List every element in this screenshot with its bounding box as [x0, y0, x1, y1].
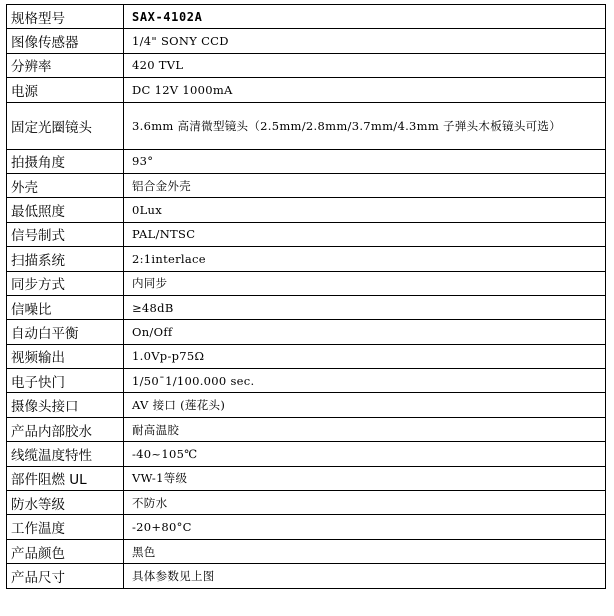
row-value: DC 12V 1000mA	[124, 78, 606, 102]
spec-table	[6, 4, 606, 589]
table-row	[7, 222, 606, 246]
row-value: 3.6mm 高清微型镜头（2.5mm/2.8mm/3.7mm/4.3mm 子弹头木板镜头可选）	[124, 102, 606, 149]
row-label: 线缆温度特性	[7, 442, 124, 466]
row-label: 最低照度	[7, 198, 124, 222]
row-value: PAL/NTSC	[124, 222, 606, 246]
row-value: 1/50¯1/100.000 sec.	[124, 369, 606, 393]
row-value: 420 TVL	[124, 53, 606, 77]
row-label: 拍摄角度	[7, 149, 124, 173]
row-label: 电子快门	[7, 369, 124, 393]
row-label: 自动白平衡	[7, 320, 124, 344]
table-row	[7, 198, 606, 222]
table-row	[7, 29, 606, 53]
table-row	[7, 539, 606, 563]
table-row	[7, 149, 606, 173]
table-row	[7, 320, 606, 344]
row-label: 视频输出	[7, 344, 124, 368]
row-value: AV 接口 (莲花头)	[124, 393, 606, 417]
table-row	[7, 102, 606, 149]
table-row	[7, 564, 606, 588]
table-row	[7, 344, 606, 368]
row-value: 铝合金外壳	[124, 173, 606, 197]
table-row	[7, 295, 606, 319]
row-label: 信号制式	[7, 222, 124, 246]
row-value: 1.0Vp-p75Ω	[124, 344, 606, 368]
row-value: ≥48dB	[124, 295, 606, 319]
row-value: 93°	[124, 149, 606, 173]
table-row	[7, 78, 606, 102]
row-label: 摄像头接口	[7, 393, 124, 417]
row-label: 工作温度	[7, 515, 124, 539]
row-label: 产品尺寸	[7, 564, 124, 588]
table-row	[7, 53, 606, 77]
table-row	[7, 442, 606, 466]
row-value: 耐高温胶	[124, 417, 606, 441]
row-label: 规格型号	[7, 5, 124, 29]
row-label: 图像传感器	[7, 29, 124, 53]
table-row	[7, 515, 606, 539]
row-label: 外壳	[7, 173, 124, 197]
row-value: 黑色	[124, 539, 606, 563]
row-value: SAX-4102A	[124, 5, 606, 29]
row-label: 电源	[7, 78, 124, 102]
table-row	[7, 271, 606, 295]
table-row	[7, 173, 606, 197]
table-row	[7, 491, 606, 515]
row-value: 不防水	[124, 491, 606, 515]
table-row	[7, 369, 606, 393]
table-row	[7, 393, 606, 417]
table-row	[7, 5, 606, 29]
row-value: 0Lux	[124, 198, 606, 222]
row-label: 部件阻燃 UL	[7, 466, 124, 490]
row-label: 产品内部胶水	[7, 417, 124, 441]
row-label: 信噪比	[7, 295, 124, 319]
row-label: 分辨率	[7, 53, 124, 77]
row-value: VW-1等级	[124, 466, 606, 490]
row-label: 产品颜色	[7, 539, 124, 563]
row-label: 扫描系统	[7, 247, 124, 271]
row-label: 防水等级	[7, 491, 124, 515]
table-row	[7, 247, 606, 271]
row-label: 同步方式	[7, 271, 124, 295]
row-label: 固定光圈镜头	[7, 102, 124, 149]
spec-table-body	[7, 5, 606, 589]
row-value: 内同步	[124, 271, 606, 295]
row-value: 2:1interlace	[124, 247, 606, 271]
row-value: On/Off	[124, 320, 606, 344]
row-value: -20+80°C	[124, 515, 606, 539]
row-value: 1/4" SONY CCD	[124, 29, 606, 53]
row-value: 具体参数见上图	[124, 564, 606, 588]
row-value: -40~105℃	[124, 442, 606, 466]
table-row	[7, 417, 606, 441]
table-row	[7, 466, 606, 490]
